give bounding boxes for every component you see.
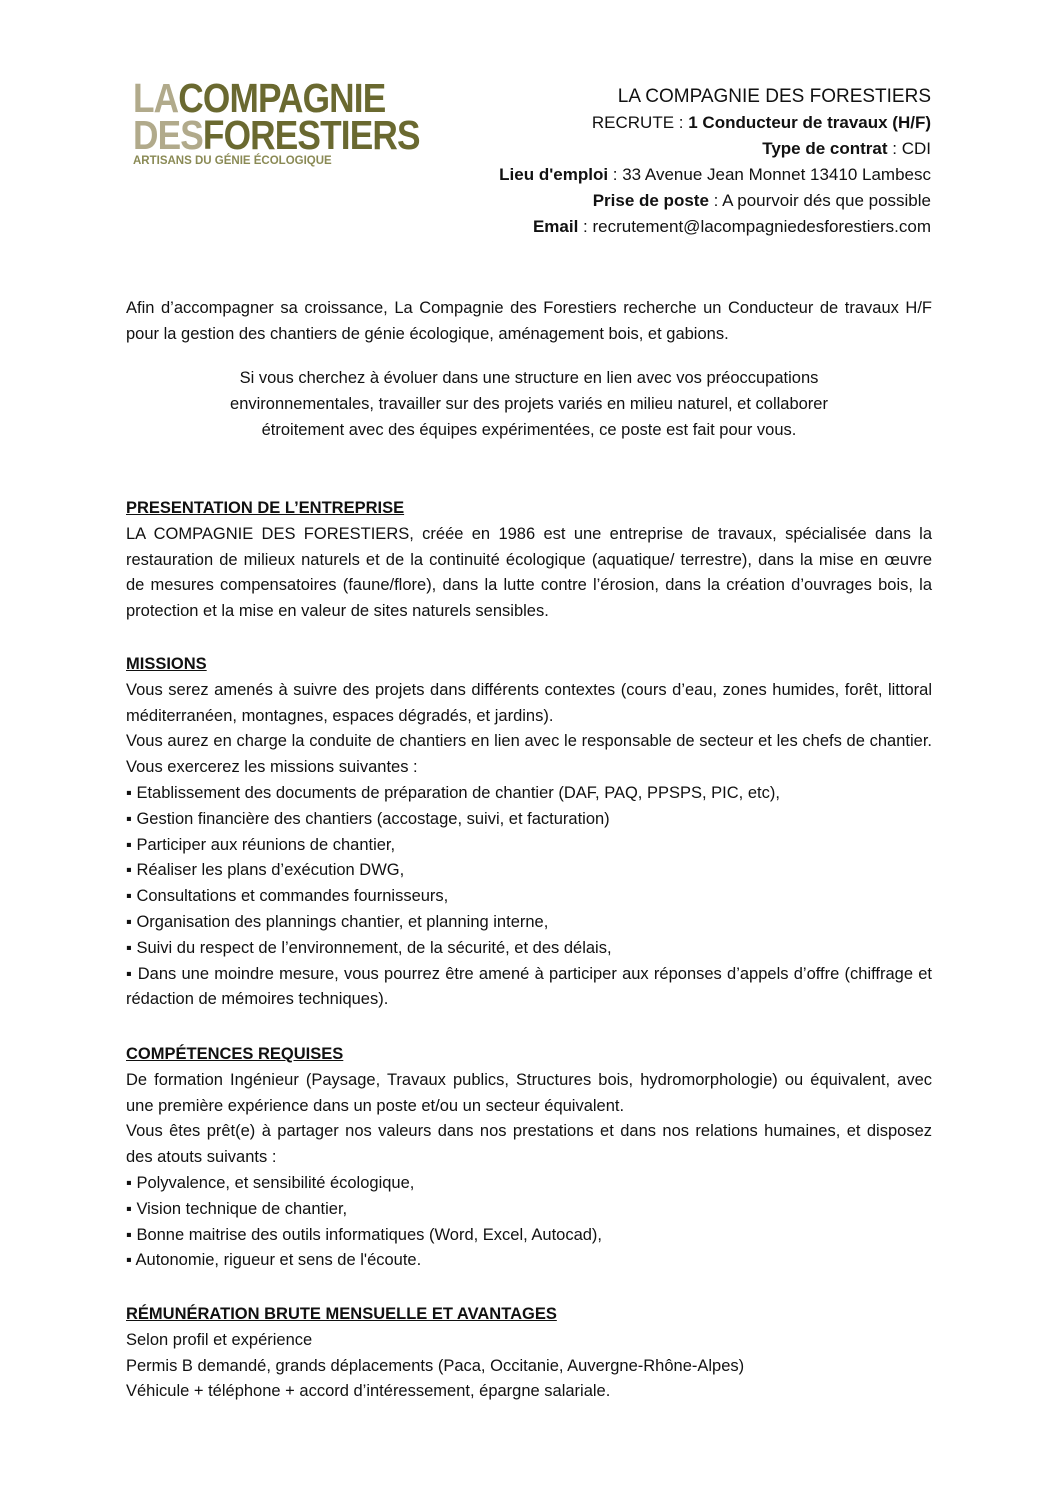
- logo-text-forestiers: FORESTIERS: [202, 112, 420, 158]
- contrat-label: Type de contrat: [762, 139, 888, 158]
- intro-callout-line-1: Si vous cherchez à évoluer dans une structure en lien avec vos préoccupations: [239, 369, 819, 387]
- list-item: ▪ Participer aux réunions de chantier,: [126, 833, 932, 859]
- contrat-line: [499, 136, 931, 162]
- contrat-value: : CDI: [887, 139, 931, 158]
- intro-paragraph: [126, 296, 932, 348]
- list-item: ▪ Consultations et commandes fournisseurs,: [126, 884, 932, 910]
- logo-text-des: DES: [133, 112, 203, 158]
- competences-intro-2: Vous êtes prêt(e) à partager nos valeurs dans nos prestations et dans nos relations humaines, et disposez des atouts suivants :: [126, 1122, 932, 1167]
- prise-line: [499, 188, 931, 214]
- list-item: ▪ Réaliser les plans d’exécution DWG,: [126, 858, 932, 884]
- presentation-section: [126, 496, 932, 625]
- missions-title: MISSIONS: [126, 655, 207, 673]
- company-logo: [133, 75, 420, 167]
- remuneration-line-2: Permis B demandé, grands déplacements (Paca, Occitanie, Auvergne-Rhône-Alpes): [126, 1356, 745, 1375]
- company-name: LA COMPAGNIE DES FORESTIERS: [617, 86, 931, 107]
- presentation-title: PRESENTATION DE L’ENTREPRISE: [126, 499, 405, 517]
- list-item: ▪ Organisation des plannings chantier, et planning interne,: [126, 910, 932, 936]
- remuneration-title: RÉMUNÉRATION BRUTE MENSUELLE ET AVANTAGES: [126, 1305, 557, 1323]
- missions-intro: Vous serez amenés à suivre des projets dans différents contextes (cours d’eau, zones humides, forêt, littoral méditerranéen, montagnes, espaces dégradés, et jardins).: [126, 680, 932, 725]
- lieu-line: [499, 162, 931, 188]
- logo-tagline: ARTISANS DU GÉNIE ÉCOLOGIQUE: [133, 155, 332, 167]
- intro-callout: [126, 366, 932, 443]
- email-line: [499, 214, 931, 240]
- job-header: [499, 84, 931, 240]
- logo-line-2: [133, 112, 420, 158]
- list-item: ▪ Suivi du respect de l’environnement, de la sécurité, et des délais,: [126, 936, 932, 962]
- email-label: Email: [532, 217, 579, 236]
- list-item: ▪ Autonomie, rigueur et sens de l'écoute.: [126, 1248, 932, 1274]
- list-item: ▪ Vision technique de chantier,: [126, 1197, 932, 1223]
- missions-section: [126, 652, 932, 1013]
- list-item: ▪ Dans une moindre mesure, vous pourrez être amené à participer aux réponses d’appels d’offre (chiffrage et rédaction de mémoires techniques).: [126, 962, 932, 1014]
- missions-list: [126, 781, 932, 1013]
- list-item: ▪ Etablissement des documents de préparation de chantier (DAF, PAQ, PPSPS, PIC, etc),: [126, 781, 932, 807]
- intro-callout-line-2: environnementales, travailler sur des projets variés en milieu naturel, et collaborer: [230, 394, 828, 413]
- logo-text-la: LA: [133, 75, 179, 121]
- missions-intro-2: Vous aurez en charge la conduite de chantiers en lien avec le responsable de secteur et les chefs de chantier. Vous exercerez les missions suivantes :: [126, 732, 932, 777]
- competences-list: [126, 1171, 932, 1274]
- recrute-line: [499, 110, 931, 136]
- logo-text-compagnie: COMPAGNIE: [178, 75, 386, 121]
- remuneration-section: [126, 1302, 932, 1405]
- intro-text: Afin d’accompagner sa croissance, La Compagnie des Forestiers recherche un Conducteur de travaux H/F pour la gestion des chantiers de génie écologique, aménagement bois, et gabions.: [126, 299, 932, 343]
- competences-intro: De formation Ingénieur (Paysage, Travaux publics, Structures bois, hydromorphologie) ou équivalent, avec une première expérience dans un poste et/ou un secteur équivalent.: [126, 1070, 932, 1115]
- competences-title: COMPÉTENCES REQUISES: [126, 1045, 344, 1063]
- email-value: : recrutement@lacompagniedesforestiers.com: [578, 217, 931, 236]
- remuneration-line-3: Véhicule + téléphone + accord d’intéressement, épargne salariale.: [126, 1382, 611, 1401]
- lieu-label: Lieu d'emploi: [499, 165, 609, 184]
- recrute-label: RECRUTE :: [591, 113, 689, 132]
- intro-callout-line-3: étroitement avec des équipes expérimentées, ce poste est fait pour vous.: [261, 420, 797, 439]
- recrute-value: 1 Conducteur de travaux (H/F): [688, 113, 931, 132]
- remuneration-line-1: Selon profil et expérience: [126, 1330, 313, 1349]
- prise-label: Prise de poste: [592, 191, 709, 210]
- presentation-body: LA COMPAGNIE DES FORESTIERS, créée en 1986 est une entreprise de travaux, spécialisée dans la restauration de milieux naturels et de la continuité écologique (aquatique/ terrestre), dans la mise en œuvre de mesures compensatoires (faune/flore), dans la lutte contre l’érosion, dans la création d’ouvrages bois, la protection et la mise en valeur de sites naturels sensibles.: [126, 524, 932, 621]
- prise-value: : A pourvoir dés que possible: [708, 191, 931, 210]
- list-item: ▪ Gestion financière des chantiers (accostage, suivi, et facturation): [126, 807, 932, 833]
- list-item: ▪ Polyvalence, et sensibilité écologique,: [126, 1171, 932, 1197]
- competences-section: [126, 1042, 932, 1274]
- lieu-value: : 33 Avenue Jean Monnet 13410 Lambesc: [608, 165, 931, 184]
- list-item: ▪ Bonne maitrise des outils informatiques (Word, Excel, Autocad),: [126, 1223, 932, 1249]
